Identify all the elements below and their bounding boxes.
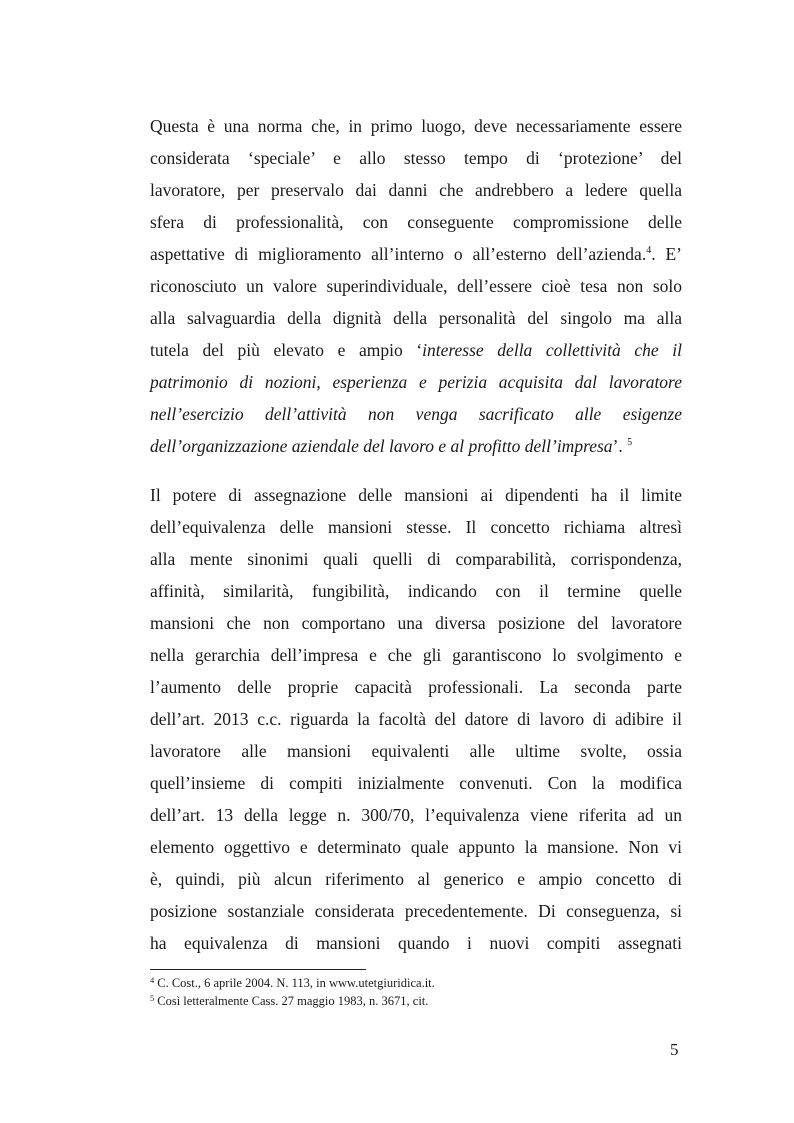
quote-line: nell’esercizio dell’attività non venga sacrificato alle esigenze: [150, 404, 682, 424]
text-segment: . E’: [651, 244, 682, 264]
text-line: lavoratore, per preservalo dai danni che andrebbero a ledere quella: [150, 180, 682, 200]
text-line: è, quindi, più alcun riferimento al generico e ampio concetto di: [150, 869, 682, 889]
paragraph-2: [150, 479, 682, 959]
text-line: affinità, similarità, fungibilità, indicando con il termine quelle: [150, 581, 682, 601]
text-line: considerata ‘speciale’ e allo stesso tempo di ‘protezione’ del: [150, 148, 682, 168]
quote-line: patrimonio di nozioni, esperienza e perizia acquisita dal lavoratore: [150, 372, 682, 392]
text-segment: aspettative di miglioramento all’interno o all’esterno dell’azienda.: [150, 244, 647, 264]
text-line: ha equivalenza di mansioni quando i nuovi compiti assegnati: [150, 933, 682, 953]
text-line: l’aumento delle proprie capacità professionali. La seconda parte: [150, 677, 682, 697]
text-line: posizione sostanziale considerata precedentemente. Di conseguenza, si: [150, 901, 682, 921]
footnote-ref-5: 5: [627, 437, 633, 448]
text-line: riconosciuto un valore superindividuale, dell’essere cioè tesa non solo: [150, 276, 682, 296]
text-line: [150, 430, 682, 462]
footnotes: [150, 975, 690, 1011]
text-line: nella gerarchia dell’impresa e che gli garantiscono lo svolgimento e: [150, 645, 682, 665]
footnote-item: [150, 975, 690, 993]
quote-segment: dell’organizzazione aziendale del lavoro e al profitto dell’impresa: [150, 436, 613, 456]
footnote-text: C. Cost., 6 aprile 2004. N. 113, in www.utetgiuridica.it.: [157, 976, 435, 990]
footnote-number: 5: [150, 993, 155, 1003]
text-segment: ’.: [612, 436, 628, 456]
paragraph-1: [150, 110, 682, 462]
text-line: Questa è una norma che, in primo luogo, deve necessariamente essere: [150, 116, 682, 136]
text-line: dell’art. 2013 c.c. riguarda la facoltà del datore di lavoro di adibire il: [150, 709, 682, 729]
quote-segment: interesse della collettività che il: [422, 340, 682, 360]
text-line: elemento oggettivo e determinato quale appunto la mansione. Non vi: [150, 837, 682, 857]
text-line: alla mente sinonimi quali quelli di comparabilità, corrispondenza,: [150, 549, 682, 569]
text-line: dell’equivalenza delle mansioni stesse. Il concetto richiama altresì: [150, 517, 682, 537]
text-line: mansioni che non comportano una diversa posizione del lavoratore: [150, 613, 682, 633]
text-line: alla salvaguardia della dignità della personalità del singolo ma alla: [150, 308, 682, 328]
text-line: quell’insieme di compiti inizialmente convenuti. Con la modifica: [150, 773, 682, 793]
footnote-divider: [150, 969, 366, 970]
footnote-number: 4: [150, 975, 155, 985]
page-number: 5: [670, 1040, 679, 1059]
footnote-item: [150, 993, 690, 1011]
text-line: lavoratore alle mansioni equivalenti alle ultime svolte, ossia: [150, 741, 682, 761]
text-segment: tutela del più elevato e ampio ‘: [150, 340, 423, 360]
text-line: Il potere di assegnazione delle mansioni ai dipendenti ha il limite: [150, 485, 682, 505]
footnote-text: Così letteralmente Cass. 27 maggio 1983, n. 3671, cit.: [157, 994, 429, 1008]
text-line: dell’art. 13 della legge n. 300/70, l’equivalenza viene riferita ad un: [150, 805, 682, 825]
text-line: sfera di professionalità, con conseguente compromissione delle: [150, 212, 682, 232]
footnote-ref-4: 4: [646, 245, 652, 256]
text-line: [150, 238, 682, 270]
text-line: [150, 334, 682, 366]
